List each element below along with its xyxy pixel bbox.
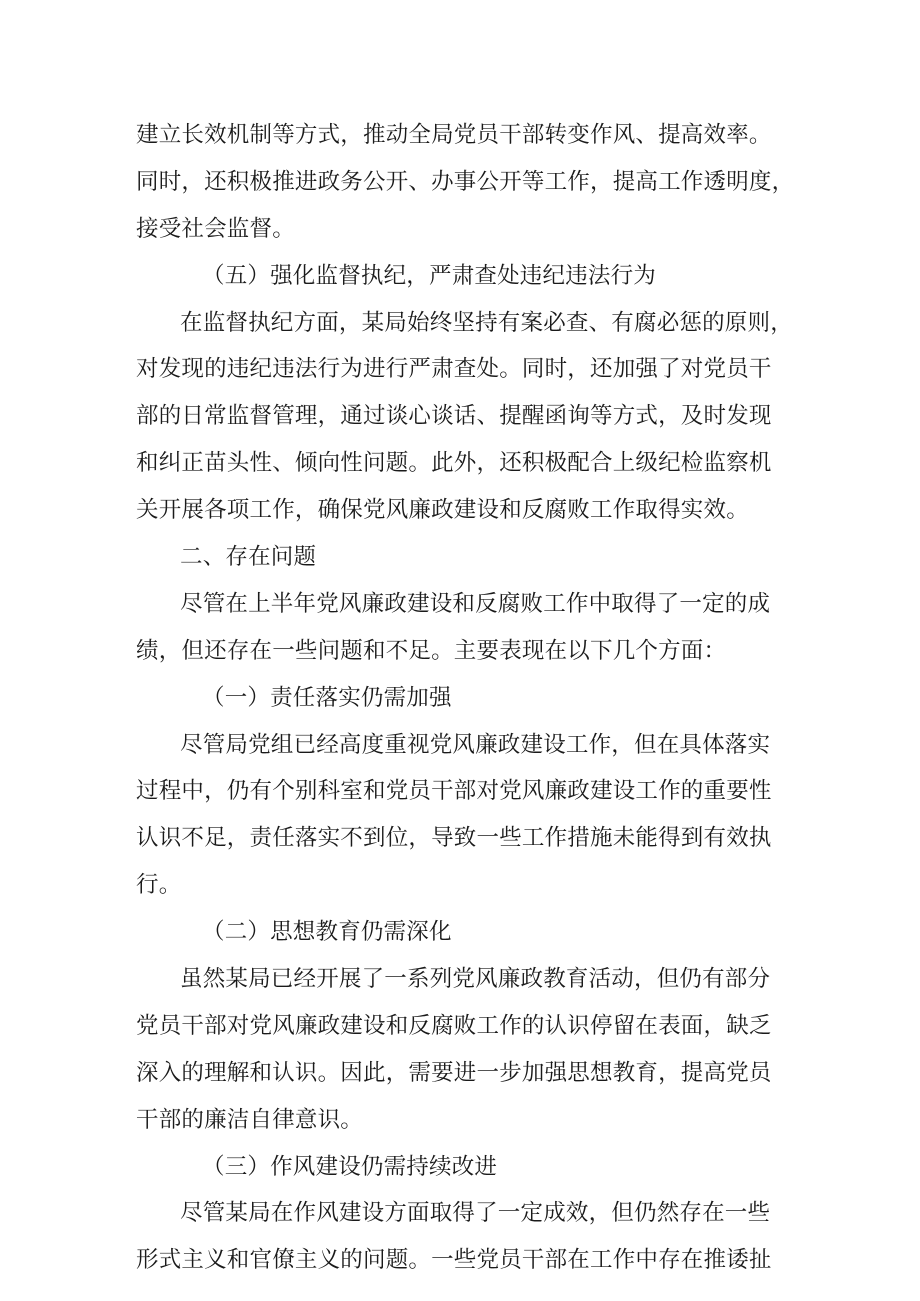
text-line: 尽管局党组已经高度重视党风廉政建设工作，但在具体落实 — [180, 731, 771, 758]
text-line: 尽管在上半年党风廉政建设和反腐败工作中取得了一定的成 — [180, 590, 771, 617]
section-heading: 二、存在问题 — [180, 544, 317, 571]
text-line: 尽管某局在作风建设方面取得了一定成效，但仍然存在一些 — [180, 1200, 771, 1227]
text-line: 绩，但还存在一些问题和不足。主要表现在以下几个方面： — [136, 637, 727, 664]
text-line: 过程中，仍有个别科室和党员干部对党风廉政建设工作的重要性 — [136, 778, 772, 805]
text-line: 在监督执纪方面，某局始终坚持有案必查、有腐必惩的原则， — [180, 309, 793, 336]
text-line: 行。 — [136, 872, 182, 899]
text-line: 关开展各项工作，确保党风廉政建设和反腐败工作取得实效。 — [136, 497, 749, 524]
text-line: （三）作风建设仍需持续改进 — [202, 1153, 498, 1180]
text-line: 党员干部对党风廉政建设和反腐败工作的认识停留在表面，缺乏 — [136, 1012, 772, 1039]
text-line: 部的日常监督管理，通过谈心谈话、提醒函询等方式，及时发现 — [136, 403, 772, 430]
document-body — [136, 112, 795, 1284]
text-line: 建立长效机制等方式，推动全局党员干部转变作风、提高效率。 — [136, 122, 772, 148]
text-line: （五）强化监督执纪，严肃查处违纪违法行为 — [202, 262, 657, 289]
text-line: 对发现的违纪违法行为进行严肃查处。同时，还加强了对党员干 — [136, 356, 772, 383]
text-line: 认识不足，责任落实不到位，导致一些工作措施未能得到有效执 — [136, 825, 772, 852]
text-line: 同时，还积极推进政务公开、办事公开等工作，提高工作透明度， — [136, 168, 795, 195]
text-line: 深入的理解和认识。因此，需要进一步加强思想教育，提高党员 — [136, 1059, 772, 1086]
text-line: 干部的廉洁自律意识。 — [136, 1106, 364, 1133]
text-line: 形式主义和官僚主义的问题。一些党员干部在工作中存在推诿扯 — [136, 1247, 772, 1274]
text-line: 接受社会监督。 — [136, 215, 295, 242]
text-line: （二）思想教育仍需深化 — [202, 919, 452, 946]
text-line: （一）责任落实仍需加强 — [202, 684, 452, 711]
text-line: 虽然某局已经开展了一系列党风廉政教育活动，但仍有部分 — [180, 966, 771, 993]
text-line: 和纠正苗头性、倾向性问题。此外，还积极配合上级纪检监察机 — [136, 450, 772, 477]
